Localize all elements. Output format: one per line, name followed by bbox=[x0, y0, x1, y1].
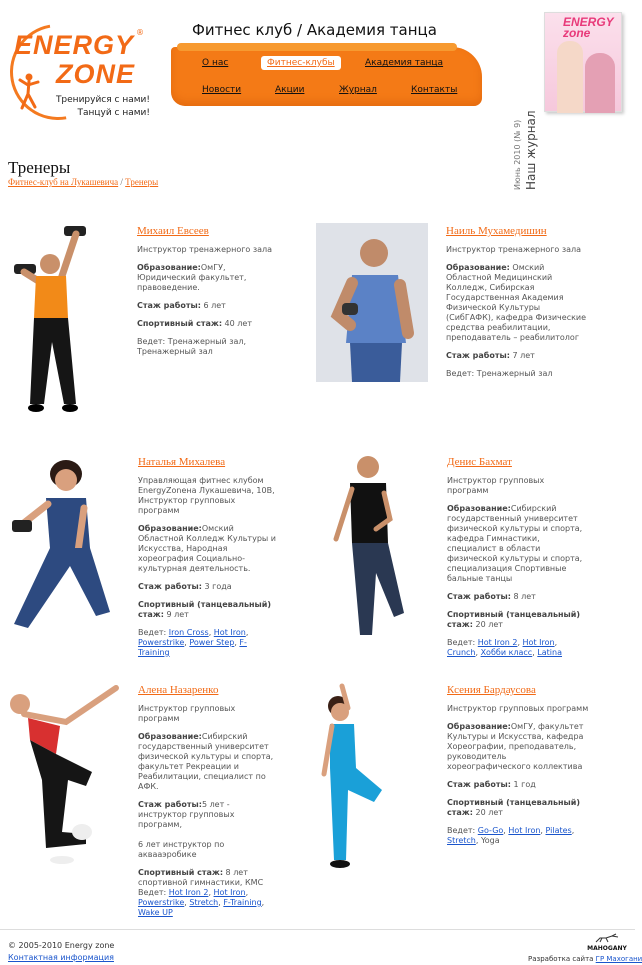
photo-alena-nazarenko bbox=[6, 682, 126, 872]
education-label: Образование: bbox=[446, 263, 510, 272]
trainer-experience bbox=[447, 780, 589, 790]
class-link[interactable]: F-Training bbox=[223, 898, 262, 907]
class-link[interactable]: Хобби класс bbox=[480, 648, 533, 657]
trainer-education bbox=[447, 504, 587, 584]
class-link[interactable]: Latina bbox=[537, 648, 563, 657]
class-link[interactable]: Powerstrike bbox=[138, 898, 185, 907]
education-value: Омский Областной Медицинский Колледж, Сибирская Государственная Академия Физической Культуры (СибГАФК), кафедра Физические средства реабилитации, преподаватель – реабилитолог bbox=[446, 263, 587, 342]
class-link[interactable]: Iron Cross bbox=[168, 628, 209, 637]
education-value: ОмГУ, Юридический факультет, правоведение. bbox=[137, 263, 247, 292]
leads-value: Тренажерный зал bbox=[474, 369, 553, 378]
sport-value: 20 лет bbox=[472, 620, 503, 629]
class-link[interactable]: Stretch bbox=[189, 898, 219, 907]
trainer-leads: Ведет: Iron Cross, Hot Iron, Powerstrike, Power Step, F-Training bbox=[138, 628, 249, 657]
trainer-sport-experience bbox=[137, 319, 277, 329]
developer-logo-text: MAHOGANY bbox=[587, 945, 627, 952]
class-link[interactable]: Wake UP bbox=[138, 908, 173, 917]
photo-nail-mukhamedishin bbox=[316, 223, 428, 382]
nav-contacts[interactable]: Контакты bbox=[411, 85, 458, 95]
nav-about[interactable]: О нас bbox=[202, 58, 229, 68]
photo-natalya-mikhaleva bbox=[6, 458, 118, 638]
sport-label: Спортивный (танцевальный) стаж: bbox=[138, 600, 272, 619]
copyright: © 2005-2010 Energy zone bbox=[8, 941, 115, 950]
class-link[interactable]: Hot Iron bbox=[213, 888, 246, 897]
experience-value: 5 лет - инструктор групповых программ, bbox=[138, 800, 235, 829]
trainer-experience bbox=[446, 351, 588, 361]
trainer-education bbox=[446, 263, 588, 343]
experience-value: 3 года bbox=[201, 582, 232, 591]
trainer-education bbox=[137, 263, 277, 293]
experience-label: Стаж работы: bbox=[447, 780, 511, 789]
sport-value: 40 лет bbox=[222, 319, 252, 328]
sport-label: Спортивный (танцевальный) стаж: bbox=[447, 798, 581, 817]
magazine-cover-title: ENERGY zone bbox=[563, 15, 614, 40]
trainer-name-link[interactable]: Наиль Мухамедишин bbox=[446, 225, 547, 237]
class-link[interactable]: Hot Iron bbox=[508, 826, 541, 835]
trainer-name-link[interactable]: Алена Назаренко bbox=[138, 684, 219, 696]
trainer-education bbox=[447, 722, 589, 772]
class-link[interactable]: Power Step bbox=[189, 638, 235, 647]
trainer-name-link[interactable]: Ксения Бардаусова bbox=[447, 684, 536, 696]
breadcrumb-club[interactable]: Фитнес-клуб на Лукашевича bbox=[8, 177, 119, 187]
tagline-line1: Тренируйся с нами! bbox=[55, 95, 150, 105]
nav-dance-academy[interactable]: Академия танца bbox=[365, 58, 444, 68]
contact-info-link[interactable]: Контактная информация bbox=[8, 953, 114, 962]
trainer-sport-experience bbox=[447, 798, 589, 818]
trainer-sport-experience bbox=[138, 868, 278, 888]
developer-credit bbox=[528, 955, 642, 963]
experience-label: Стаж работы: bbox=[446, 351, 510, 360]
education-label: Образование: bbox=[137, 263, 201, 272]
nav-magazine[interactable]: Журнал bbox=[339, 85, 377, 95]
trainer-card-denis bbox=[447, 456, 587, 666]
class-link[interactable]: Hot Iron 2 bbox=[168, 888, 209, 897]
trainer-leads bbox=[446, 369, 588, 379]
leads-value: Тренажерный зал, Тренажерный зал bbox=[137, 337, 247, 356]
dancer-icon bbox=[18, 72, 40, 110]
experience-value: 1 год bbox=[510, 780, 536, 789]
breadcrumb-trainers[interactable]: Тренеры bbox=[125, 177, 159, 187]
trainer-sport-experience bbox=[447, 610, 587, 630]
magazine-label: Наш журнал bbox=[524, 110, 538, 190]
education-label: Образование: bbox=[138, 732, 202, 741]
class-link[interactable]: Stretch bbox=[447, 836, 476, 845]
logo-word-zone: ZONE bbox=[56, 59, 136, 89]
class-link[interactable]: Pilates bbox=[545, 826, 572, 835]
trainer-experience bbox=[138, 582, 276, 592]
logo-word-energy: ENERGY bbox=[14, 30, 135, 60]
trainer-role: Инструктор тренажерного зала bbox=[446, 245, 582, 254]
education-value: Омский Областной Колледж Культуры и Искусства, Народная хореография Социально-культурная деятельность. bbox=[138, 524, 276, 573]
trainer-experience bbox=[138, 800, 278, 860]
education-label: Образование: bbox=[447, 504, 511, 513]
trainer-education bbox=[138, 524, 276, 574]
education-value: Сибирский государственный университет физической культуры и спорта, факультет Рекреации и Реабилитации, специалист по АФК. bbox=[138, 732, 274, 791]
trainer-experience bbox=[447, 592, 587, 602]
trainer-leads: Ведет: Hot Iron 2, Hot Iron, Powerstrike, Stretch, F-Training, Wake UP bbox=[138, 888, 265, 917]
registered-mark: ® bbox=[136, 28, 144, 37]
leads-label: Ведет: bbox=[446, 369, 475, 378]
magazine-issue: Июнь 2010 (№ 9) bbox=[513, 119, 522, 190]
education-label: Образование: bbox=[138, 524, 202, 533]
leads-tail: , Yoga bbox=[475, 836, 500, 845]
class-link[interactable]: F-Training bbox=[138, 638, 247, 657]
experience-value: 6 лет bbox=[200, 301, 226, 310]
class-link[interactable]: Powerstrike bbox=[138, 638, 185, 647]
education-label: Образование: bbox=[447, 722, 511, 731]
education-value: ОмГУ, факультет Культуры и Искусства, кафедра Хореографии, преподаватель, руководитель хореографического коллектива bbox=[447, 722, 584, 771]
footer-divider bbox=[0, 929, 635, 930]
site-logo[interactable] bbox=[12, 28, 150, 120]
sport-value: 8 лет спортивной гимнастики, КМС bbox=[138, 868, 264, 887]
photo-ksenia-bardausova bbox=[318, 682, 390, 872]
experience-value-2: 6 лет инструктор по аквааэробике bbox=[138, 840, 225, 859]
sport-value: 9 лет bbox=[163, 610, 189, 619]
trainer-sport-experience bbox=[138, 600, 276, 620]
site-title: Фитнес клуб / Академия танца bbox=[192, 21, 437, 39]
trainer-leads bbox=[137, 337, 277, 357]
class-link[interactable]: Hot Iron bbox=[213, 628, 246, 637]
leads-label: Ведет: bbox=[138, 888, 167, 897]
nav-promotions[interactable]: Акции bbox=[275, 85, 305, 95]
trainer-leads: Ведет: Go-Go, Hot Iron, Pilates, Stretch, Yoga bbox=[447, 826, 575, 845]
trainer-card-natalya bbox=[138, 456, 276, 666]
class-link[interactable]: Go-Go bbox=[477, 826, 504, 835]
sport-label: Спортивный стаж: bbox=[137, 319, 223, 328]
logo-tagline bbox=[52, 94, 150, 120]
cover-photo-child bbox=[557, 41, 583, 113]
trainer-card-nail bbox=[446, 225, 588, 387]
experience-label: Стаж работы: bbox=[447, 592, 511, 601]
trainer-leads: Ведет: Hot Iron 2, Hot Iron, Crunch, Хобби класс, Latina bbox=[447, 638, 563, 657]
breadcrumb bbox=[8, 177, 158, 187]
trainer-role: Инструктор групповых программ bbox=[138, 704, 236, 723]
trainer-experience bbox=[137, 301, 277, 311]
experience-label: Стаж работы: bbox=[138, 800, 202, 809]
developer-logo[interactable] bbox=[586, 933, 628, 953]
nav-fitness-clubs[interactable]: Фитнес-клубы bbox=[261, 56, 341, 70]
breadcrumb-separator: / bbox=[118, 177, 126, 187]
tagline-line2: Танцуй с нами! bbox=[77, 108, 150, 118]
sport-label: Спортивный (танцевальный) стаж: bbox=[447, 610, 581, 629]
trainer-card-mikhail bbox=[137, 225, 277, 365]
trainer-role: Инструктор тренажерного зала bbox=[137, 245, 273, 254]
magazine-cover[interactable] bbox=[544, 12, 622, 112]
photo-mikhail-evseev bbox=[10, 222, 90, 416]
trainer-role: Инструктор групповых программ bbox=[447, 704, 589, 713]
nav-news[interactable]: Новости bbox=[202, 85, 242, 95]
experience-value: 7 лет bbox=[509, 351, 535, 360]
trainer-name-link[interactable]: Михаил Евсеев bbox=[137, 225, 209, 237]
sport-value: 20 лет bbox=[472, 808, 503, 817]
trainer-role: Инструктор групповых программ bbox=[447, 476, 545, 495]
class-link[interactable]: Hot Iron bbox=[522, 638, 555, 647]
photo-denis-bakhmat bbox=[328, 453, 410, 643]
developer-link[interactable]: ГР Махогани bbox=[595, 955, 642, 963]
page-title: Тренеры bbox=[8, 158, 71, 177]
experience-label: Стаж работы: bbox=[137, 301, 201, 310]
trainer-name-link[interactable]: Наталья Михалева bbox=[138, 456, 226, 468]
trainer-card-ksenia bbox=[447, 684, 589, 854]
experience-label: Стаж работы: bbox=[138, 582, 202, 591]
leads-label: Ведет: bbox=[447, 826, 476, 835]
leads-label: Ведет: bbox=[137, 337, 166, 346]
trainer-education bbox=[138, 732, 278, 792]
class-link[interactable]: Crunch bbox=[447, 648, 476, 657]
sport-label: Спортивный стаж: bbox=[138, 868, 224, 877]
developer-prefix: Разработка сайта bbox=[528, 955, 596, 963]
leads-label: Ведет: bbox=[138, 628, 167, 637]
trainer-name-link[interactable]: Денис Бахмат bbox=[447, 456, 512, 468]
class-link[interactable]: Hot Iron 2 bbox=[477, 638, 518, 647]
experience-value: 8 лет bbox=[510, 592, 536, 601]
education-value: Сибирский государственный университет физической культуры и спорта, кафедра Гимнастики, специалист в области физической культуры и спорта, специализация Спортивные бальные танцы bbox=[447, 504, 583, 583]
trainer-role: Управляющая фитнес клубом EnergyZoneна Лукашевича, 10В, Инструктор групповых программ bbox=[138, 476, 275, 515]
trainer-card-alena bbox=[138, 684, 278, 926]
cover-photo-woman bbox=[585, 53, 615, 113]
main-nav bbox=[171, 47, 482, 106]
magazine-promo[interactable] bbox=[511, 12, 621, 190]
deer-icon bbox=[592, 933, 622, 943]
magazine-spine bbox=[511, 48, 539, 190]
leads-label: Ведет: bbox=[447, 638, 476, 647]
